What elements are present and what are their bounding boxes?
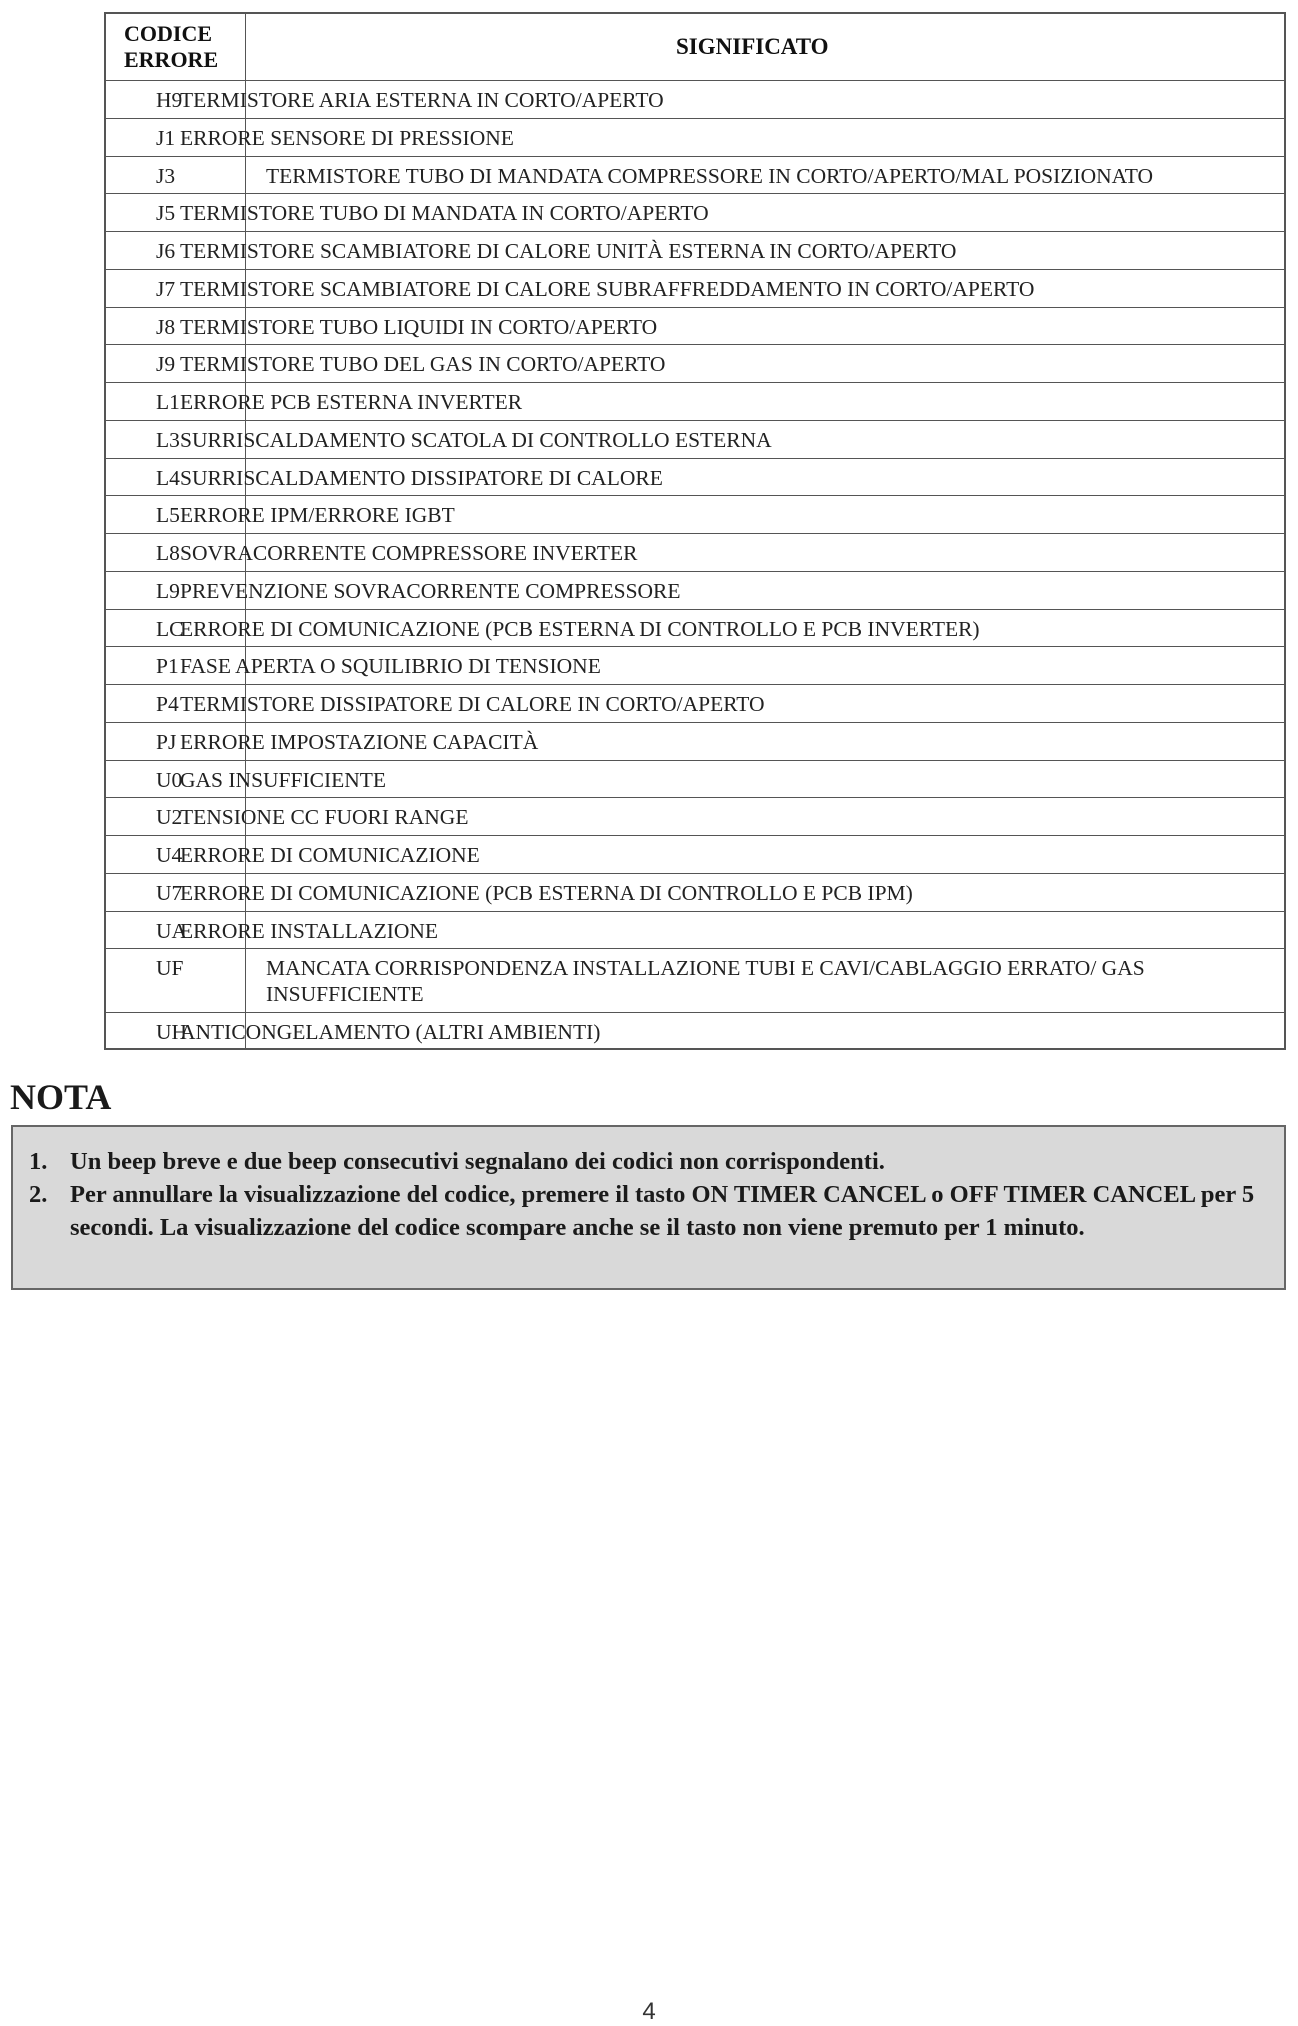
table-row [106, 609, 1284, 647]
table-row [106, 835, 1284, 873]
error-meaning: TENSIONE CC FUORI RANGE [180, 805, 469, 830]
table-row [106, 269, 1284, 307]
nota-item-text: Un beep breve e due beep consecutivi segnalano dei codici non corrispondenti. [70, 1148, 885, 1175]
error-meaning: ERRORE DI COMUNICAZIONE [180, 843, 480, 867]
error-code: J6 [156, 239, 176, 263]
nota-item [13, 1145, 1284, 1178]
table-row [106, 382, 1284, 420]
nota-list [13, 1127, 1284, 1244]
table-row [106, 458, 1284, 496]
error-meaning: TERMISTORE TUBO DEL GAS IN CORTO/APERTO [180, 352, 666, 377]
error-meaning: GAS INSUFFICIENTE [180, 767, 387, 792]
error-meaning: TERMISTORE TUBO LIQUIDI IN CORTO/APERTO [180, 314, 658, 339]
error-meaning: TERMISTORE DISSIPATORE DI CALORE IN CORTO/APERTO [180, 692, 765, 716]
table-row [106, 344, 1284, 382]
table-row [106, 873, 1284, 911]
error-code: U7 [156, 880, 183, 905]
table-row [106, 760, 1284, 798]
table-row [106, 722, 1284, 760]
error-meaning: SOVRACORRENTE COMPRESSORE INVERTER [180, 541, 638, 565]
error-meaning: ERRORE IPM/ERRORE IGBT [180, 503, 455, 528]
error-meaning: PREVENZIONE SOVRACORRENTE COMPRESSORE [180, 578, 681, 603]
error-code: L4 [156, 465, 180, 490]
nota-item-number: 2. [29, 1181, 48, 1208]
table-row [106, 646, 1284, 684]
error-code: J9 [156, 352, 176, 377]
error-code: J8 [156, 314, 176, 339]
error-code: J5 [156, 201, 176, 226]
error-meaning: TERMISTORE TUBO DI MANDATA IN CORTO/APERTO [180, 201, 709, 226]
error-meaning: TERMISTORE ARIA ESTERNA IN CORTO/APERTO [180, 88, 664, 112]
table-row [106, 533, 1284, 571]
table-row [106, 684, 1284, 722]
error-meaning: FASE APERTA O SQUILIBRIO DI TENSIONE [180, 654, 601, 679]
nota-item-number: 1. [29, 1148, 48, 1175]
table-row [106, 948, 1284, 1012]
error-meaning: ERRORE DI COMUNICAZIONE (PCB ESTERNA DI CONTROLLO E PCB IPM) [180, 880, 913, 905]
error-code: J7 [156, 276, 176, 301]
error-code: UA [156, 918, 188, 943]
table-row [106, 231, 1284, 269]
error-meaning: SURRISCALDAMENTO DISSIPATORE DI CALORE [180, 465, 663, 490]
header-meaning: SIGNIFICATO [676, 34, 829, 59]
table-row [106, 797, 1284, 835]
error-meaning: ERRORE IMPOSTAZIONE CAPACITÀ [180, 729, 539, 754]
nota-title: NOTA [10, 1077, 112, 1117]
nota-item-text: Per annullare la visualizzazione del codice, premere il tasto ON TIMER CANCEL o OFF TIMER CANCEL per 5 secondi. La visualizzazione del codice scompare anche se il tasto non viene premuto per 1 minuto. [70, 1181, 1255, 1241]
error-meaning: TERMISTORE SCAMBIATORE DI CALORE SUBRAFFREDDAMENTO IN CORTO/APERTO [180, 276, 1035, 301]
error-code: U0 [156, 767, 183, 792]
page-number: 4 [642, 1998, 656, 2025]
error-meaning: ERRORE PCB ESTERNA INVERTER [180, 390, 523, 414]
error-code: L9 [156, 578, 180, 603]
nota-box [11, 1125, 1286, 1290]
table-row [106, 307, 1284, 345]
error-code: L1 [156, 390, 180, 414]
error-meaning: ERRORE SENSORE DI PRESSIONE [180, 125, 514, 150]
error-code: H9 [156, 88, 183, 112]
error-code: U2 [156, 805, 183, 830]
error-code-table [104, 12, 1286, 1050]
table-row [106, 495, 1284, 533]
table-row [106, 911, 1284, 949]
error-code: L3 [156, 427, 180, 452]
error-code: L8 [156, 541, 180, 565]
table-row [106, 420, 1284, 458]
error-meaning: MANCATA CORRISPONDENZA INSTALLAZIONE TUBI E CAVI/CABLAGGIO ERRATO/ GAS INSUFFICIENTE [266, 956, 1145, 1007]
error-code: UH [156, 1020, 188, 1045]
table-row [106, 118, 1284, 156]
table-row [106, 571, 1284, 609]
error-code: J1 [156, 125, 176, 150]
error-code: P1 [156, 654, 179, 679]
table-row [106, 156, 1284, 194]
error-meaning: SURRISCALDAMENTO SCATOLA DI CONTROLLO ESTERNA [180, 427, 772, 452]
table-row [106, 1012, 1284, 1050]
error-meaning: ERRORE INSTALLAZIONE [180, 918, 439, 943]
error-meaning: TERMISTORE TUBO DI MANDATA COMPRESSORE IN CORTO/APERTO/MAL POSIZIONATO [266, 163, 1154, 188]
error-code: LC [156, 616, 184, 641]
error-code: UF [156, 956, 184, 981]
error-meaning: TERMISTORE SCAMBIATORE DI CALORE UNITÀ ESTERNA IN CORTO/APERTO [180, 239, 957, 263]
error-code: U4 [156, 843, 183, 867]
table-rows [106, 80, 1284, 1048]
error-meaning: ANTICONGELAMENTO (ALTRI AMBIENTI) [180, 1020, 601, 1045]
error-code: J3 [156, 163, 176, 188]
table-row [106, 193, 1284, 231]
error-meaning: ERRORE DI COMUNICAZIONE (PCB ESTERNA DI CONTROLLO E PCB INVERTER) [180, 616, 980, 641]
header-code: CODICE ERRORE [124, 21, 219, 72]
error-code: PJ [156, 729, 177, 754]
table-row [106, 80, 1284, 118]
error-code: L5 [156, 503, 180, 528]
error-code: P4 [156, 692, 179, 716]
table-header [106, 14, 1284, 80]
nota-item [13, 1178, 1284, 1244]
